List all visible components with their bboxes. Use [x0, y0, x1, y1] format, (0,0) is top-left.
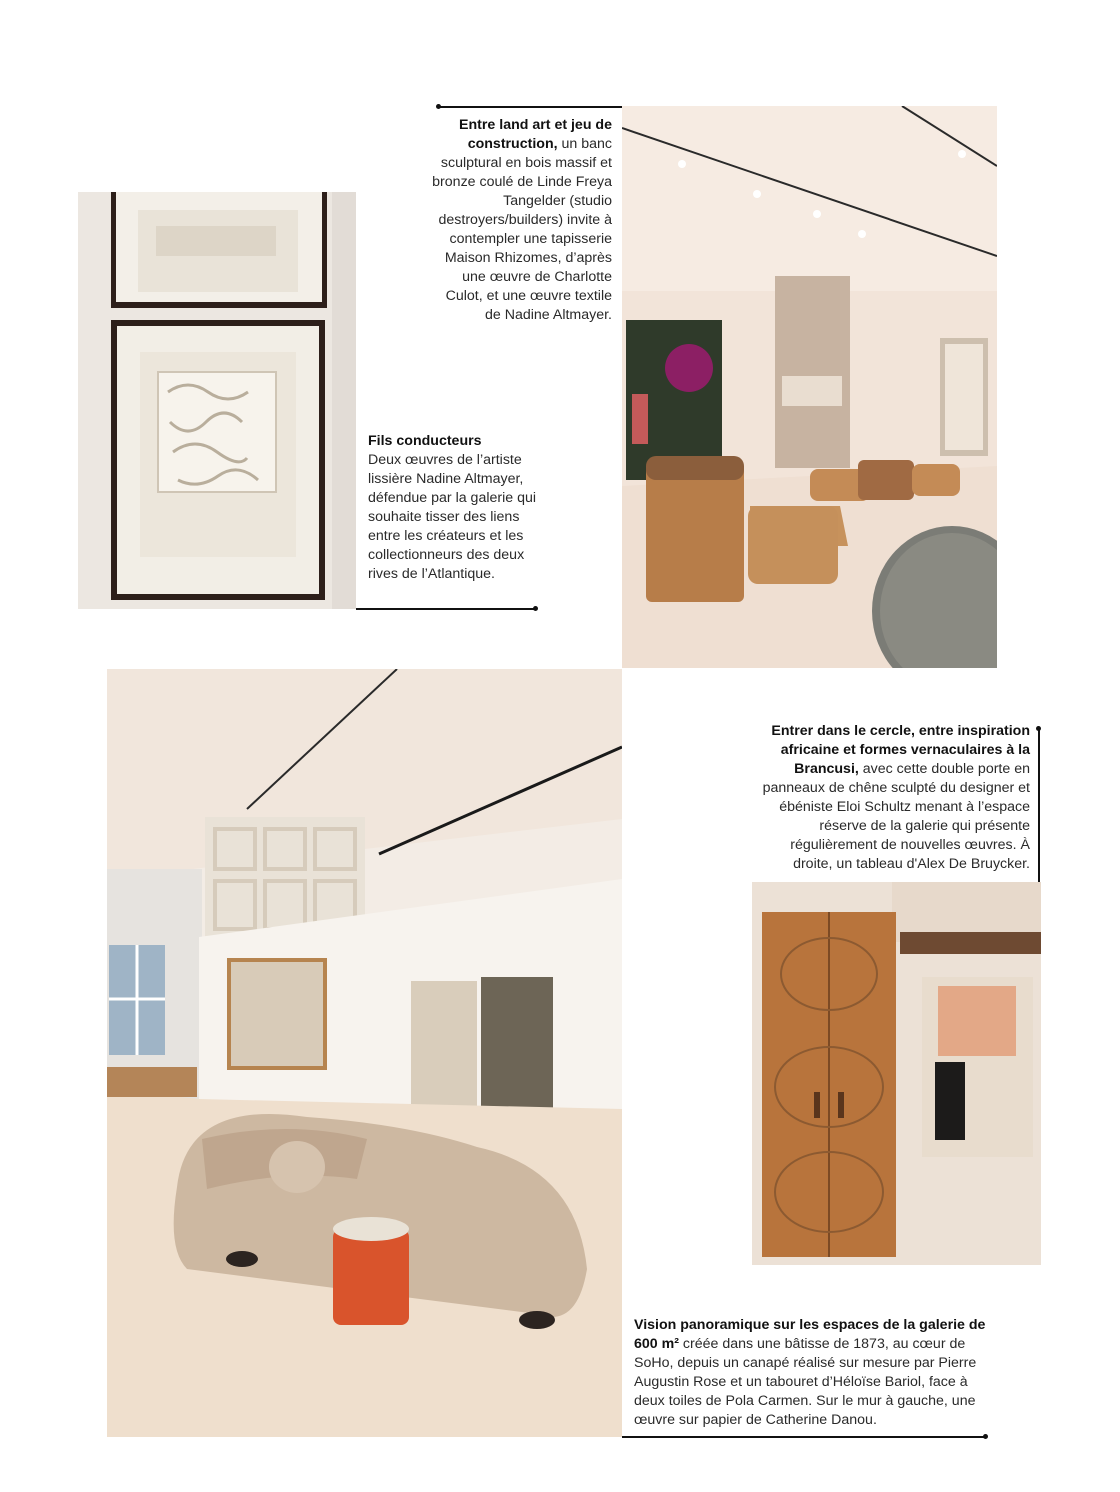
caption-rule-panorama — [622, 1436, 986, 1438]
caption-rule-bench — [438, 106, 622, 108]
caption-dot-panorama — [983, 1434, 988, 1439]
caption-panorama — [634, 1316, 986, 1430]
caption-circle-body: avec cette double porte en panneaux de chêne sculpté du designer et ébéniste Eloi Schultz menant à l’espace réserve de la galerie qui présente régulièrement de nouvelles œuvres. À droite, un tableau d'Alex De Bruycker. — [762, 761, 1030, 872]
caption-bench — [430, 116, 612, 325]
caption-dot-bench — [436, 104, 441, 109]
caption-rule-circle — [1038, 728, 1040, 882]
caption-panorama-lead: Vision panoramique sur les espaces de la galerie de 600 m² — [634, 1317, 986, 1352]
photo-bench-gallery — [622, 106, 997, 668]
caption-threads-lead: Fils conducteurs — [368, 433, 482, 449]
caption-bench-lead: Entre land art et jeu de construction, — [459, 117, 612, 152]
photo-carved-door — [752, 882, 1041, 1265]
caption-dot-circle — [1036, 726, 1041, 731]
caption-bench-body: un banc sculptural en bois massif et bronze coulé de Linde Freya Tangelder (studio destroyers/builders) invite à contempler une tapisserie Maison Rhizomes, d’après une œuvre de Charlotte Culot, et une œuvre textile de Nadine Altmayer. — [432, 136, 612, 323]
photo-panorama-sofa — [107, 669, 622, 1437]
caption-threads-body: Deux œuvres de l’artiste lissière Nadine Altmayer, défendue par la galerie qui souhaite tisser des liens entre les créateurs et les collectionneurs des deux rives de l’Atlantique. — [368, 452, 537, 582]
caption-dot-threads — [533, 606, 538, 611]
caption-circle-lead: Entrer dans le cercle, entre inspiration africaine et formes vernaculaires à la Brancusi, — [771, 723, 1030, 777]
caption-threads — [368, 432, 540, 584]
caption-rule-threads — [356, 608, 536, 610]
caption-panorama-body: créée dans une bâtisse de 1873, au cœur de SoHo, depuis un canapé réalisé sur mesure par Pierre Augustin Rose et un tabouret d’Héloïse Bariol, face à deux toiles de Pola Carmen. Sur le mur à gauche, une œuvre sur papier de Catherine Danou. — [634, 1336, 977, 1428]
caption-circle — [748, 722, 1030, 874]
photo-framed-textiles — [78, 192, 356, 609]
